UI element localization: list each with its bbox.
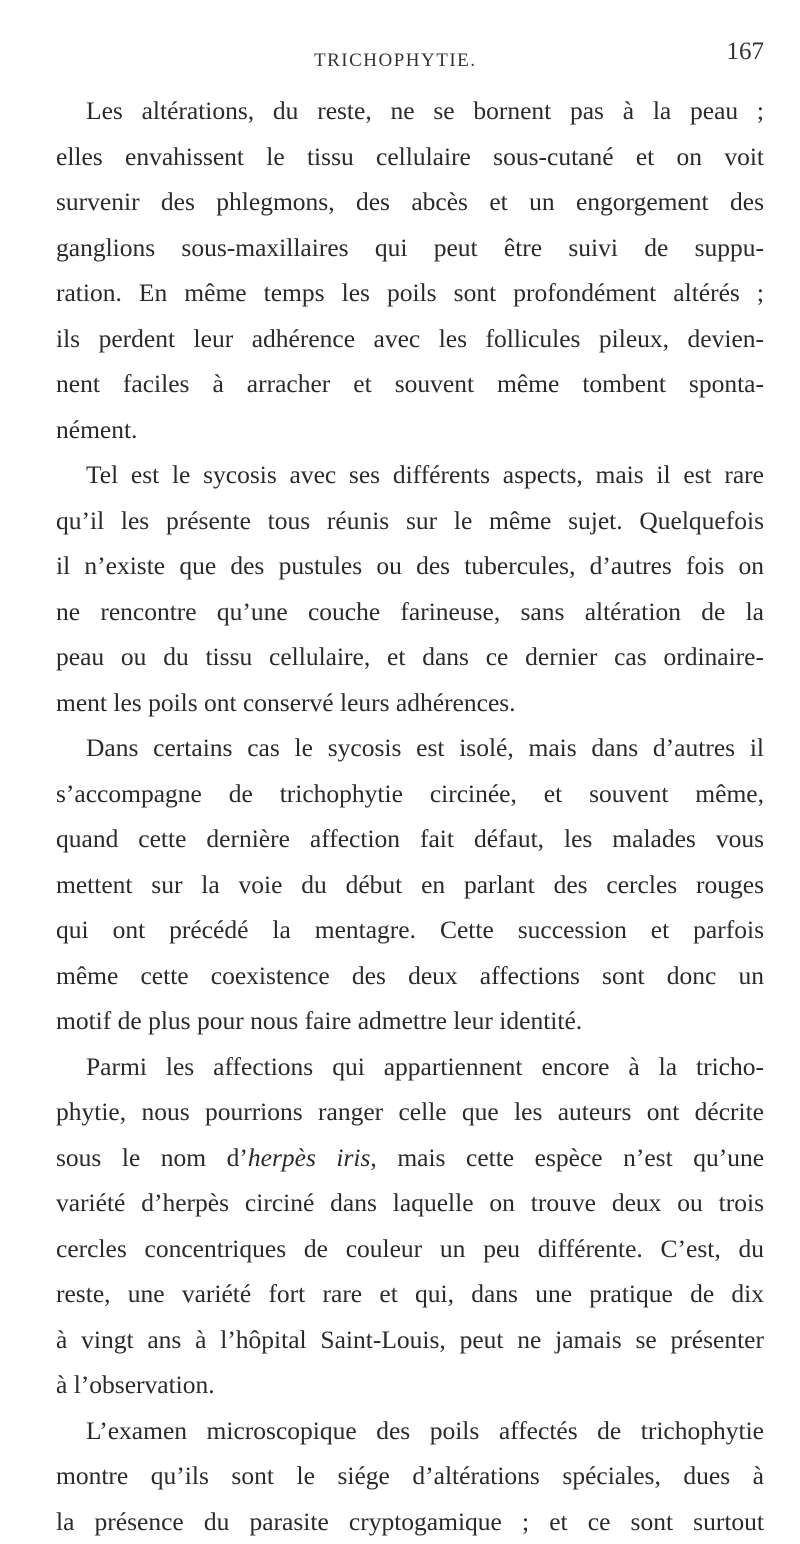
text-line: Tel est le sycosis avec ses différents aspects, mais il est rare <box>56 452 764 498</box>
text-line: ganglions sous-maxillaires qui peut être suivi de suppu- <box>56 225 764 271</box>
text-line: à l’observation. <box>56 1362 764 1408</box>
text-line: nément. <box>56 407 764 453</box>
paragraph-1 <box>56 88 764 452</box>
text-line: ration. En même temps les poils sont profondément altérés ; <box>56 270 764 316</box>
text-line: qu’il les présente tous réunis sur le même sujet. Quelquefois <box>56 498 764 544</box>
text-line: s’accompagne de trichophytie circinée, et souvent même, <box>56 771 764 817</box>
text-line <box>56 1135 764 1181</box>
text-line: la présence du parasite cryptogamique ; et ce sont surtout <box>56 1499 764 1544</box>
text-line: quand cette dernière affection fait défaut, les malades vous <box>56 816 764 862</box>
text-line: nent faciles à arracher et souvent même tombent sponta- <box>56 361 764 407</box>
text-line: cercles concentriques de couleur un peu différente. C’est, du <box>56 1226 764 1272</box>
text-line: Dans certains cas le sycosis est isolé, mais dans d’autres il <box>56 725 764 771</box>
text-line: Les altérations, du reste, ne se bornent pas à la peau ; <box>56 88 764 134</box>
paragraph-5 <box>56 1408 764 1544</box>
text-line: peau ou du tissu cellulaire, et dans ce dernier cas ordinaire- <box>56 634 764 680</box>
page-number: 167 <box>727 38 765 66</box>
text-line: Parmi les affections qui appartiennent encore à la tricho- <box>56 1044 764 1090</box>
italic-term: herpès iris <box>248 1143 371 1172</box>
text-line: mettent sur la voie du début en parlant des cercles rouges <box>56 862 764 908</box>
body-text <box>56 88 764 1544</box>
text-line: il n’existe que des pustules ou des tubercules, d’autres fois on <box>56 543 764 589</box>
text-line: phytie, nous pourrions ranger celle que les auteurs ont décrite <box>56 1089 764 1135</box>
text-fragment: sous le nom d’ <box>56 1143 248 1172</box>
text-line: ment les poils ont conservé leurs adhérences. <box>56 680 764 726</box>
text-line: ne rencontre qu’une couche farineuse, sans altération de la <box>56 589 764 635</box>
text-line: qui ont précédé la mentagre. Cette succession et parfois <box>56 907 764 953</box>
book-page <box>56 0 764 1422</box>
paragraph-3 <box>56 725 764 1044</box>
text-line: elles envahissent le tissu cellulaire sous-cutané et on voit <box>56 134 764 180</box>
text-line: même cette coexistence des deux affections sont donc un <box>56 953 764 999</box>
text-line: survenir des phlegmons, des abcès et un engorgement des <box>56 179 764 225</box>
text-line: montre qu’ils sont le siége d’altérations spéciales, dues à <box>56 1453 764 1499</box>
text-line: motif de plus pour nous faire admettre leur identité. <box>56 998 764 1044</box>
text-line: reste, une variété fort rare et qui, dans une pratique de dix <box>56 1271 764 1317</box>
paragraph-2 <box>56 452 764 725</box>
text-line: L’examen microscopique des poils affectés de trichophytie <box>56 1408 764 1454</box>
text-line: ils perdent leur adhérence avec les follicules pileux, devien- <box>56 316 764 362</box>
text-line: variété d’herpès circiné dans laquelle on trouve deux ou trois <box>56 1180 764 1226</box>
paragraph-4 <box>56 1044 764 1408</box>
text-line: à vingt ans à l’hôpital Saint-Louis, peut ne jamais se présenter <box>56 1317 764 1363</box>
running-title: TRICHOPHYTIE. <box>314 50 477 72</box>
text-fragment: , mais cette espèce n’est qu’une <box>370 1143 764 1172</box>
